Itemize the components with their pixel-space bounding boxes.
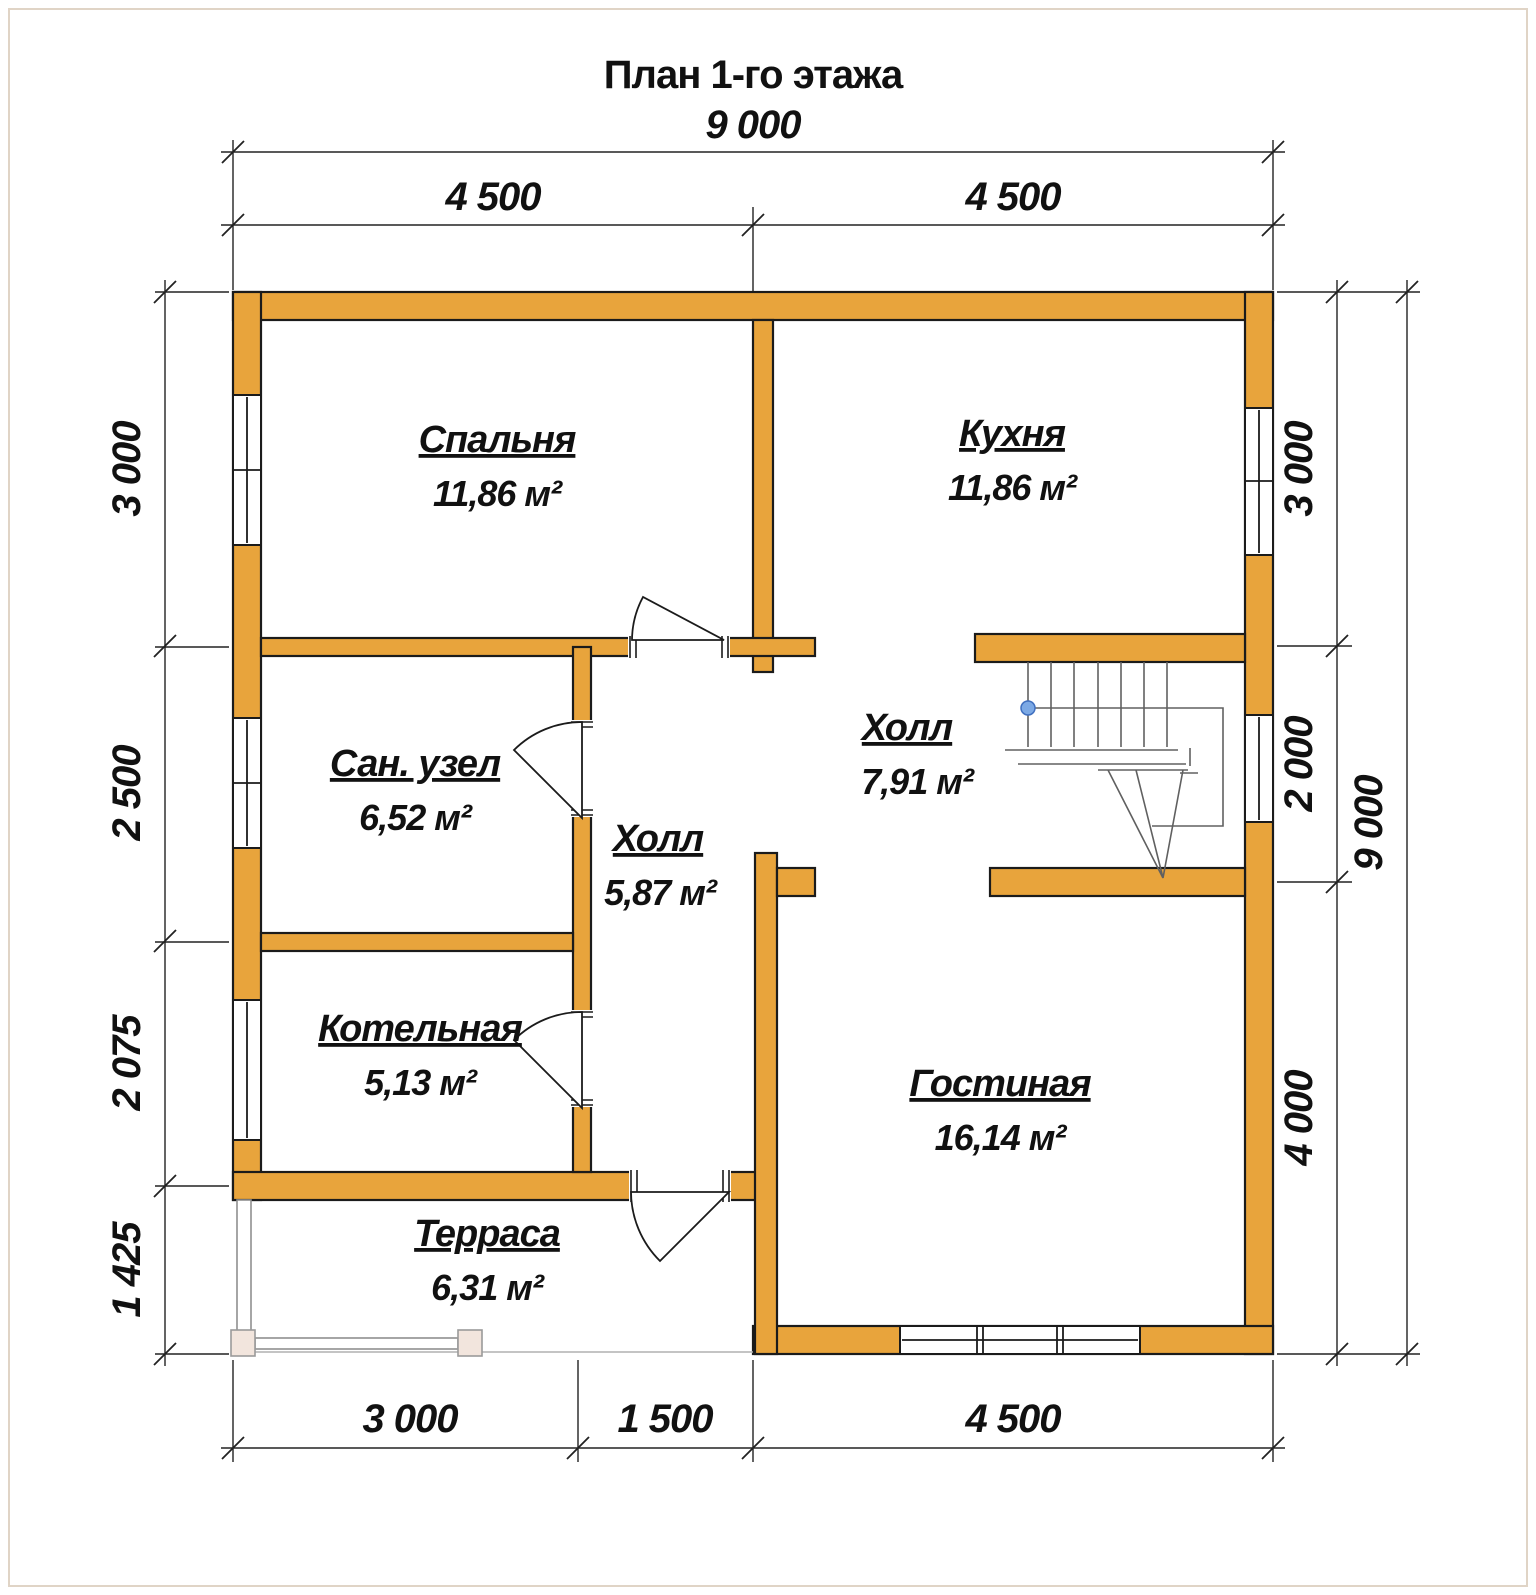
dim-right-total: 9 000	[1347, 775, 1391, 871]
terrace-rail-left	[237, 1200, 251, 1338]
window-bedroom	[233, 395, 261, 545]
dim-left-1425: 1 425	[105, 1222, 149, 1318]
wall-livingroom-left	[755, 853, 777, 1354]
dim-left-3000: 3 000	[105, 421, 149, 517]
room-kitchen-name: Кухня	[959, 413, 1065, 455]
staircase	[1005, 662, 1223, 878]
extension-lines-top	[233, 140, 1273, 292]
door-bathroom	[514, 720, 593, 818]
dim-bottom-3000: 3 000	[362, 1397, 458, 1441]
stair-treads	[1028, 662, 1167, 747]
window-bathroom	[233, 718, 261, 848]
stair-winder-fan	[1098, 770, 1188, 878]
room-living-area: 16,14 м²	[934, 1117, 1066, 1158]
wall-exterior-top	[233, 292, 1273, 320]
wall-kitchen-bottom	[975, 634, 1245, 662]
room-hall-small-area: 5,87 м²	[604, 872, 716, 913]
room-kitchen-area: 11,86 м²	[947, 467, 1077, 508]
wall-bedroom-kitchen-divider	[753, 320, 773, 672]
room-boiler-area: 5,13 м²	[364, 1062, 476, 1103]
door-bedroom	[628, 597, 730, 658]
dim-bottom-4500: 4 500	[965, 1397, 1061, 1441]
page-title: План 1-го этажа	[603, 53, 903, 97]
dim-right-3000: 3 000	[1277, 421, 1321, 517]
door-boiler	[514, 1010, 593, 1108]
dim-right-4000: 4 000	[1277, 1070, 1321, 1166]
room-terrace-area: 6,31 м²	[431, 1267, 543, 1308]
extension-lines-left	[155, 292, 229, 1354]
doors	[514, 597, 731, 1261]
stair-walk-start-dot	[1021, 701, 1035, 715]
terrace-rail-bottom	[255, 1338, 458, 1349]
dim-left-2500: 2 500	[105, 745, 149, 841]
room-bedroom-name: Спальня	[418, 419, 576, 461]
dim-top-left: 4 500	[445, 175, 541, 219]
room-boiler-name: Котельная	[318, 1008, 522, 1050]
room-hall-small-name: Холл	[612, 818, 704, 860]
door-entrance	[629, 1170, 731, 1261]
room-bedroom-area: 11,86 м²	[432, 473, 562, 514]
stair-walk-line	[1028, 708, 1223, 826]
room-hall-big-name: Холл	[861, 707, 953, 749]
dim-bottom-1500: 1 500	[617, 1397, 713, 1441]
room-living-name: Гостиная	[909, 1063, 1091, 1105]
dim-top-right: 4 500	[965, 175, 1061, 219]
wall-below-bedroom	[261, 638, 815, 656]
room-bathroom-area: 6,52 м²	[359, 797, 471, 838]
terrace-post-right	[458, 1330, 482, 1356]
window-livingroom	[900, 1326, 1140, 1354]
window-boiler	[233, 1000, 261, 1140]
room-terrace-name: Терраса	[414, 1213, 560, 1255]
wall-stair-bottom	[990, 868, 1245, 896]
window-stair	[1245, 715, 1273, 822]
dim-right-2000: 2 000	[1277, 716, 1321, 812]
room-hall-big-area: 7,91 м²	[861, 761, 973, 802]
wall-stub-livingroom	[777, 868, 815, 896]
dim-left-2075: 2 075	[105, 1015, 149, 1111]
terrace-post-left	[231, 1330, 255, 1356]
room-bathroom-name: Сан. узел	[329, 743, 501, 785]
window-kitchen	[1245, 408, 1273, 555]
dim-top-total: 9 000	[705, 103, 801, 147]
wall-below-bathroom	[261, 933, 573, 951]
